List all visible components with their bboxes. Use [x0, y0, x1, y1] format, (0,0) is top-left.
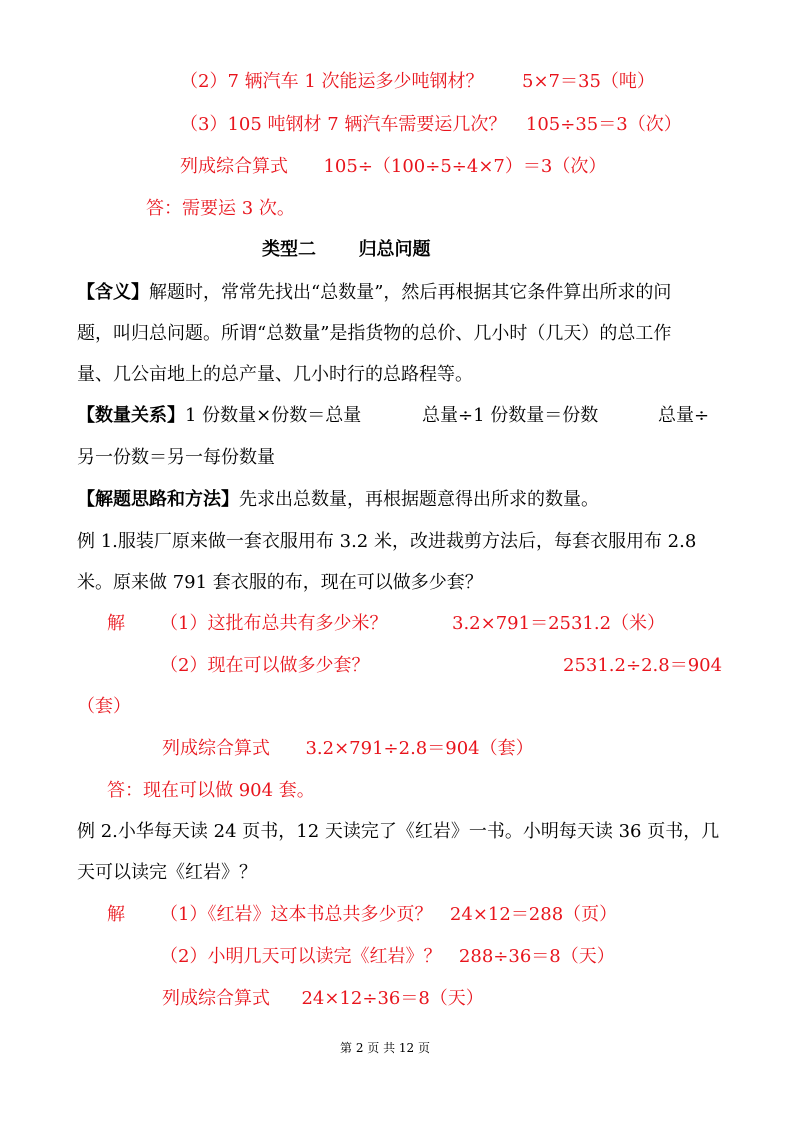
meaning-text-1: 解题时，常常先找出“总数量”，然后再根据其它条件算出所求的问: [149, 282, 672, 303]
method-line: [77, 488, 599, 512]
top-q3-calc: 105÷35＝3（次）: [525, 114, 682, 135]
example2-line-1: 例 2.小华每天读 24 页书，12 天读完了《红岩》一书。小明每天读 36 页书，几: [77, 821, 720, 842]
method-text: 先求出总数量，再根据题意得出所求的数量。: [239, 489, 599, 510]
top-combined-line: [180, 155, 606, 179]
top-combined-calc: 105÷（100÷5÷4×7）＝3（次）: [323, 156, 607, 177]
relation-formula-2: 总量÷1 份数量＝份数: [422, 405, 599, 426]
relation-label: 【数量关系】: [77, 405, 185, 426]
relation-line-1: [77, 404, 361, 428]
example2-combined-calc: 24×12÷36＝8（天）: [301, 988, 484, 1009]
meaning-label: 【含义】: [77, 282, 149, 303]
top-q3-line: [180, 113, 682, 137]
section-title: [262, 238, 431, 262]
top-answer: 答：需要运 3 次。: [146, 198, 295, 219]
example2-q1-calc: 24×12＝288（页）: [449, 904, 618, 925]
example1-q2-calc: 2531.2÷2.8＝904: [563, 655, 723, 676]
example2-q2-calc: 288÷36＝8（天）: [458, 946, 615, 967]
example1-q1-calc: 3.2×791＝2531.2（米）: [452, 613, 666, 634]
example2-jie: 解: [107, 904, 125, 925]
section-title-name: 归总问题: [358, 239, 431, 260]
example2-q2: （2）小明几天可以读完《红岩》？: [160, 946, 442, 967]
top-q2-calc: 5×7＝35（吨）: [522, 71, 655, 92]
example1-line-1: 例 1.服装厂原来做一套衣服用布 3.2 米，改进裁剪方法后，每套衣服用布 2.8: [77, 531, 697, 552]
example1-combined-calc: 3.2×791÷2.8＝904（套）: [305, 738, 534, 759]
example2-combined-line: [162, 987, 484, 1011]
method-label: 【解题思路和方法】: [77, 489, 239, 510]
example1-q2: （2）现在可以做多少套？: [160, 655, 370, 676]
example1-q2-unit: （套）: [77, 696, 131, 717]
example1-combined-line: [162, 737, 534, 761]
page-footer: 第 2 页 共 12 页: [340, 1041, 430, 1055]
top-q2-line: [180, 70, 484, 94]
section-title-type: 类型二: [262, 239, 316, 260]
meaning-line-2: 题，叫归总问题。所谓“总数量”是指货物的总价、几小时（几天）的总工作: [77, 323, 672, 344]
example2-combined-label: 列成综合算式: [162, 988, 270, 1009]
example1-answer: 答：现在可以做 904 套。: [107, 780, 315, 801]
example1-combined-label: 列成综合算式: [162, 738, 270, 759]
meaning-line-3: 量、几公亩地上的总产量、几小时行的总路程等。: [77, 364, 473, 385]
meaning-line-1: [77, 281, 671, 305]
top-combined-label: 列成综合算式: [180, 156, 288, 177]
relation-formula-3b: 另一份数＝另一每份数量: [77, 447, 275, 468]
relation-formula-3a: 总量÷: [658, 405, 710, 426]
example1-q1: （1）这批布总共有多少米？: [160, 613, 388, 634]
top-q3-question: （3）105 吨钢材 7 辆汽车需要运几次？: [180, 114, 507, 135]
example1-line-2: 米。原来做 791 套衣服的布，现在可以做多少套？: [77, 572, 483, 593]
example2-q2-line: [160, 945, 615, 969]
relation-formula-1: 1 份数量×份数＝总量: [185, 405, 362, 426]
example1-jie: 解: [107, 613, 125, 634]
top-q2-question: （2）7 辆汽车 1 次能运多少吨钢材？: [180, 71, 484, 92]
example2-q1-line: [160, 903, 617, 927]
example2-q1: （1）《红岩》这本书总共多少页？: [160, 904, 433, 925]
example2-line-2: 天可以读完《红岩》？: [77, 862, 257, 883]
